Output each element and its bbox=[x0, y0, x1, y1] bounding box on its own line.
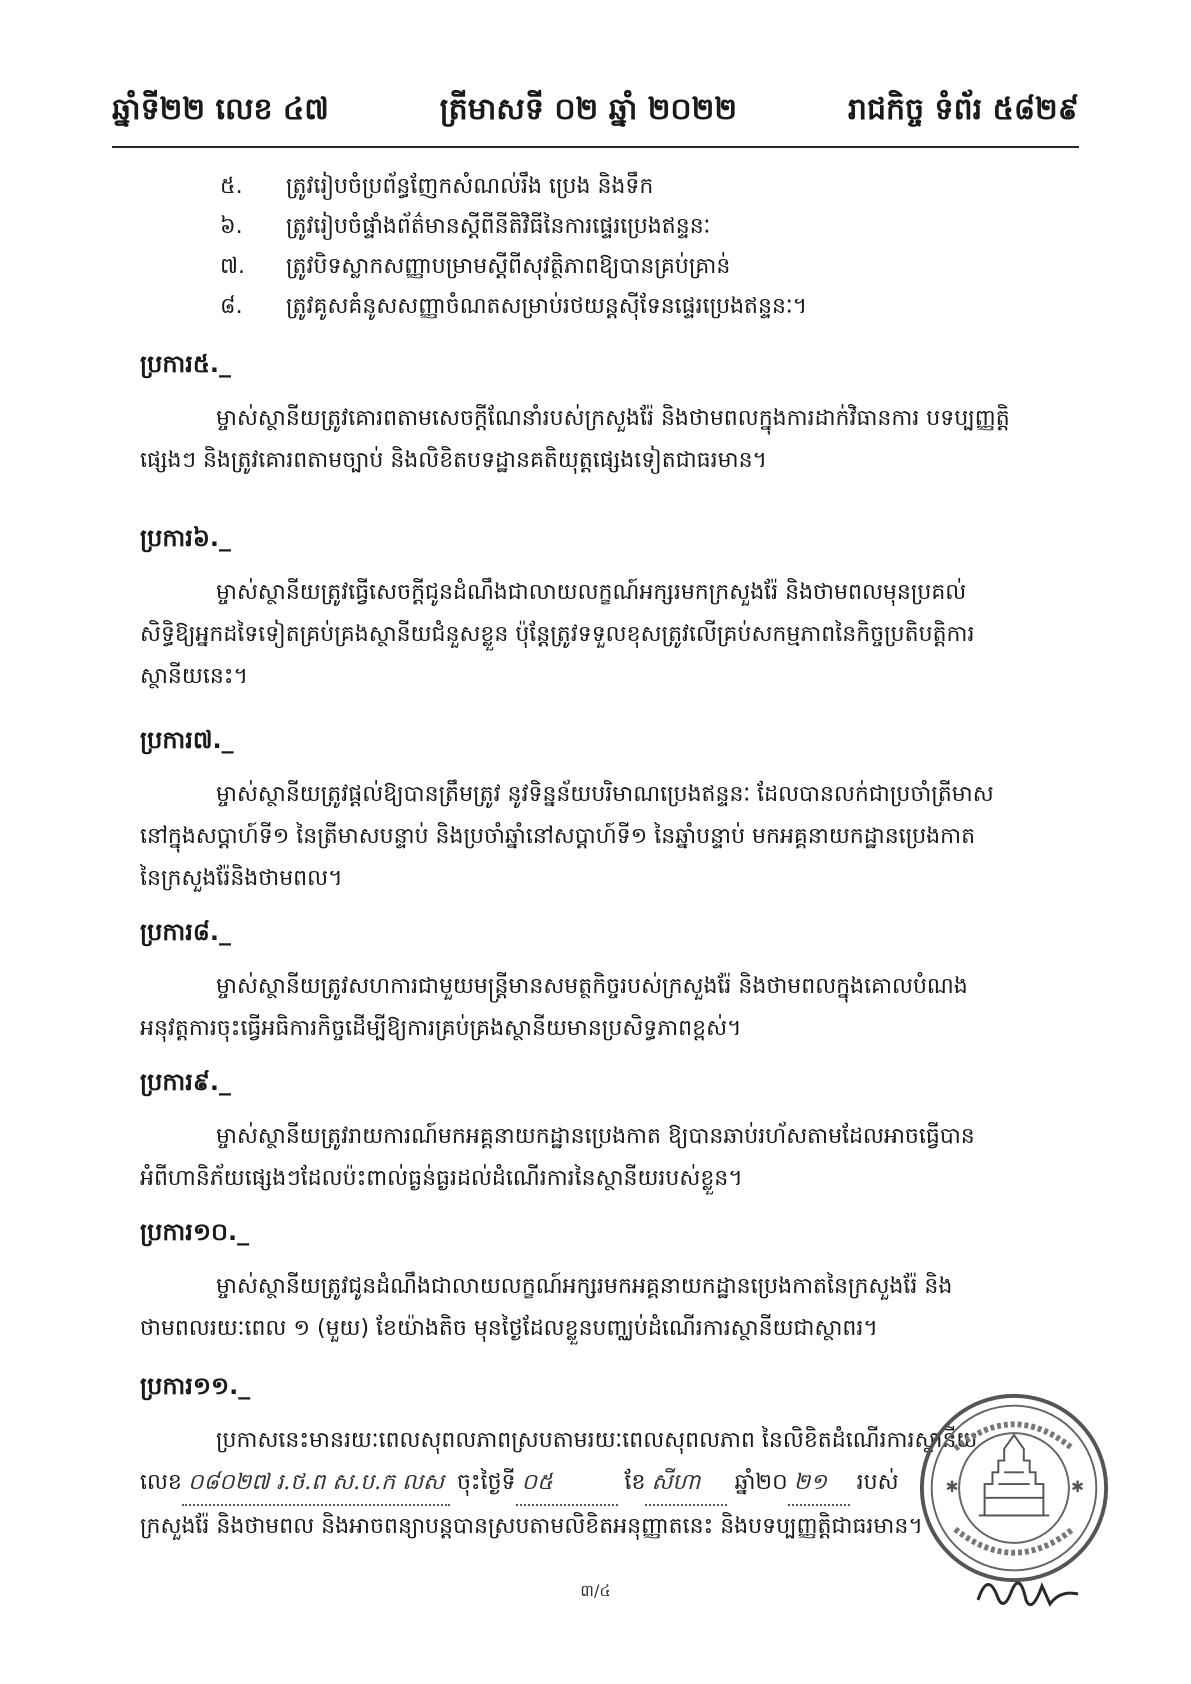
article-body bbox=[140, 774, 1070, 900]
svg-text:✱: ✱ bbox=[945, 1476, 959, 1496]
svg-text:✱: ✱ bbox=[1070, 1476, 1084, 1496]
period-label: ត្រីមាសទី ០២ ឆ្នាំ ២០២២ bbox=[439, 92, 738, 127]
article-line: ក្រសួងរ៉ែ និងថាមពល និងអាចពន្យាបន្តបានស្របតាមលិខិតអនុញ្ញាតនេះ និងបទប្បញ្ញត្តិជាធរមាន។ bbox=[140, 1514, 923, 1539]
list-item-text: ត្រូវរៀបចំប្រព័ន្ធញែកសំណល់រឹង ប្រេង និងទឹក bbox=[286, 174, 654, 199]
issue-label: ឆ្នាំទី២២ លេខ ៤៧ bbox=[112, 92, 329, 127]
article-line: អំពីហានិភ័យផ្សេងៗដែលប៉ះពាល់ធ្ងន់ធ្ងរដល់ដំណើរការនៃស្ថានីយរបស់ខ្លួន។ bbox=[140, 1166, 743, 1191]
article-body bbox=[140, 572, 1070, 698]
article-title: ប្រការ១១._ bbox=[140, 1371, 251, 1400]
article-10 bbox=[140, 1214, 1070, 1350]
article-body bbox=[140, 966, 1070, 1050]
article-line: នៃក្រសួងរ៉ែនិងថាមពល។ bbox=[140, 866, 343, 891]
list-item-number: ៦. bbox=[220, 214, 243, 239]
day-field: ០៥ bbox=[516, 1462, 618, 1506]
article-line: ម្ចាស់ស្ថានីយត្រូវជូនដំណឹងជាលាយលក្ខណ៍អក្សរមកអគ្គនាយកដ្ឋានប្រេងកាតនៃក្រសួងរ៉ែ និង bbox=[216, 1274, 953, 1299]
article-body bbox=[140, 1116, 1070, 1200]
article-line: ប្រកាសនេះមានរយៈពេលសុពលភាពស្របតាមរយៈពេលសុពលភាព នៃលិខិតដំណើរការស្ថានីយ bbox=[216, 1428, 978, 1453]
list-item-text: ត្រូវរៀបចំផ្ទាំងព័ត៌មានស្តីពីនីតិវិធីនៃការផ្ទេរប្រេងឥន្ទនៈ bbox=[286, 214, 711, 239]
article-line: ម្ចាស់ស្ថានីយត្រូវគោរពតាមសេចក្តីណែនាំរបស់ក្រសួងរ៉ែ និងថាមពលក្នុងការដាក់វិធានការ បទប្បញ្ញត្តិ bbox=[216, 406, 1010, 431]
header-divider bbox=[112, 146, 1079, 148]
article-title: ប្រការ៨._ bbox=[140, 917, 231, 946]
article-title: ប្រការ៧._ bbox=[140, 725, 234, 754]
article-line: ស្ថានីយនេះ។ bbox=[140, 664, 248, 689]
article-9 bbox=[140, 1064, 1070, 1200]
page-number: ៣/៤ bbox=[580, 1581, 611, 1600]
list-item-text: ត្រូវគូសគំនូសសញ្ញាចំណតសម្រាប់រថយន្តស៊ីទែនផ្ទេរប្រេងឥន្ទនៈ។ bbox=[286, 294, 808, 319]
gazette-header bbox=[112, 88, 1079, 136]
month-label: ខែ bbox=[624, 1470, 646, 1495]
list-item-text: ត្រូវបិទស្លាកសញ្ញាបម្រាមស្តីពីសុវត្ថិភាពឱ្យបានគ្រប់គ្រាន់ bbox=[286, 254, 731, 279]
article-line: ម្ចាស់ស្ថានីយត្រូវធ្វើសេចក្តីជូនដំណឹងជាលាយលក្ខណ៍អក្សរមកក្រសួងរ៉ែ និងថាមពលមុនប្រគល់ bbox=[216, 580, 967, 605]
article-5 bbox=[140, 346, 1070, 482]
official-seal-stamp bbox=[916, 1390, 1112, 1586]
article-8 bbox=[140, 914, 1070, 1050]
list-item-number: ៥. bbox=[220, 174, 243, 199]
article-6 bbox=[140, 520, 1070, 698]
article-line: នៅក្នុងសប្តាហ៍ទី១ នៃត្រីមាសបន្ទាប់ និងប្រចាំឆ្នាំនៅសប្តាហ៍ទី១ នៃឆ្នាំបន្ទាប់ មកអគ្គនាយកដ្ឋានប្រេងកាត bbox=[140, 824, 976, 849]
article-title: ប្រការ១០._ bbox=[140, 1217, 250, 1246]
article-line: សិទ្ធិឱ្យអ្នកដទៃទៀតគ្រប់គ្រងស្ថានីយជំនួសខ្លួន ប៉ុន្តែត្រូវទទួលខុសត្រូវលើគ្រប់សកម្មភាពនៃកិច្ចប្រតិបត្តិការ bbox=[140, 622, 975, 647]
gazette-page-label: រាជកិច្ច ទំព័រ ៥៨២៩ bbox=[847, 92, 1079, 127]
year-field: ២១ bbox=[788, 1462, 850, 1506]
article-line: ថាមពលរយៈពេល ១ (មួយ) ខែយ៉ាងតិច មុនថ្ងៃដែលខ្លួនបញ្ឈប់ដំណើរការស្ថានីយជាស្ថាពរ។ bbox=[140, 1316, 878, 1341]
month-field: សីហា bbox=[645, 1462, 727, 1506]
list-item-number: ៧. bbox=[220, 254, 246, 279]
list-item bbox=[220, 288, 1080, 328]
article-title: ប្រការ៩._ bbox=[140, 1067, 231, 1096]
permit-number-field: ០៨០២៧ រ.ថ.ព ស.ប.ក លស bbox=[182, 1462, 450, 1506]
article-body bbox=[140, 398, 1070, 482]
date-day-label: ចុះថ្ងៃទី bbox=[456, 1470, 516, 1495]
article-line: អនុវត្តការចុះធ្វើអធិការកិច្ចដើម្បីឱ្យការគ្រប់គ្រងស្ថានីយមានប្រសិទ្ធភាពខ្ពស់។ bbox=[140, 1016, 742, 1041]
line-suffix: របស់ bbox=[856, 1470, 899, 1495]
requirements-list bbox=[220, 168, 1080, 328]
list-item bbox=[220, 208, 1080, 248]
list-item bbox=[220, 248, 1080, 288]
article-line: ម្ចាស់ស្ថានីយត្រូវរាយការណ៍មកអគ្គនាយកដ្ឋានប្រេងកាត ឱ្យបានឆាប់រហ័សតាមដែលអាចធ្វើបាន bbox=[216, 1124, 975, 1149]
article-body bbox=[140, 1266, 1070, 1350]
article-line: ម្ចាស់ស្ថានីយត្រូវផ្តល់ឱ្យបានត្រឹមត្រូវ នូវទិន្នន័យបរិមាណប្រេងឥន្ទនៈ ដែលបានលក់ជាប្រចាំត្រីមាស bbox=[216, 782, 994, 807]
permit-prefix: លេខ bbox=[140, 1470, 182, 1495]
article-line: ផ្សេងៗ និងត្រូវគោរពតាមច្បាប់ និងលិខិតបទដ្ឋានគតិយុត្តផ្សេងទៀតជាធរមាន។ bbox=[140, 448, 768, 473]
article-7 bbox=[140, 722, 1070, 900]
article-title: ប្រការ៥._ bbox=[140, 349, 231, 378]
article-line: ម្ចាស់ស្ថានីយត្រូវសហការជាមួយមន្ត្រីមានសមត្ថកិច្ចរបស់ក្រសួងរ៉ែ និងថាមពលក្នុងគោលបំណង bbox=[216, 974, 968, 999]
list-item bbox=[220, 168, 1080, 208]
article-title: ប្រការ៦._ bbox=[140, 523, 231, 552]
year-label: ឆ្នាំ២០ bbox=[734, 1470, 788, 1495]
list-item-number: ៨. bbox=[220, 294, 243, 319]
